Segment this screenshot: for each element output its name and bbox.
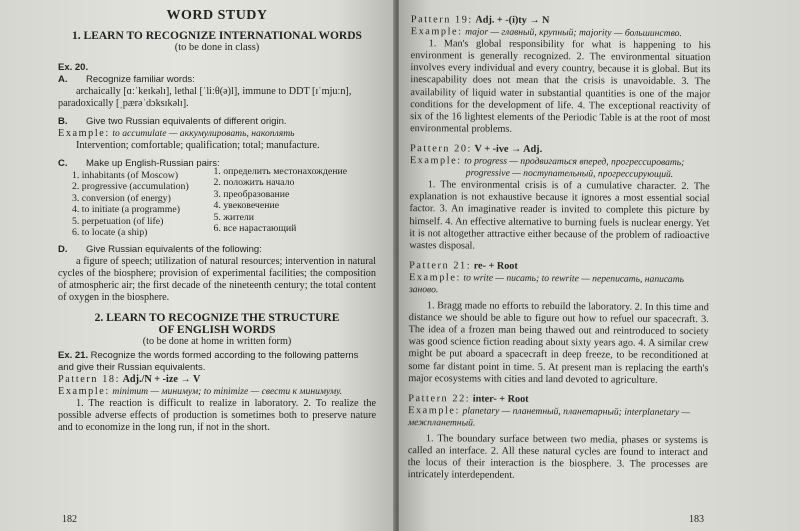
task-b xyxy=(58,116,376,128)
english-item: 2. progressive (accumulation) xyxy=(72,181,189,193)
pattern-21-example-label: Example: xyxy=(409,271,461,284)
pattern-21-paragraph: 1. Bragg made no efforts to rebuild the laboratory. 2. In this time and distance we should be able to figure out how to refuel our spacecraft. 3. The idea of a frozen man being thawed out and reintroduced to society was good science fiction reading about sixty years ago. 4. A similar crew might be put aboard a spacecraft in deep freeze, to be reconditioned at some far distant point in time. 5. At present man is replacing the earth's major ecosystems with cities and land devoted to agriculture. xyxy=(408,300,709,386)
pattern-19-example-label: Example: xyxy=(410,26,463,38)
task-a-label: A. xyxy=(58,74,68,85)
english-item: 6. to locate (a ship) xyxy=(72,227,148,239)
task-b-example-label: Example: xyxy=(58,128,110,139)
pattern-20-example xyxy=(410,155,710,169)
section-2-title-line-1: 2. LEARN TO RECOGNIZE THE STRUCTURE xyxy=(94,312,340,325)
pattern-18-label: Pattern 18: xyxy=(58,374,121,386)
pattern-22-rule: inter- + Root xyxy=(472,393,529,405)
pattern-19-example-text: major — главный, крупный; majority — большинство. xyxy=(465,26,682,40)
pattern-22-example xyxy=(408,405,708,431)
task-a-line-1: archaically [ɑːˈkeɪkəlɪ], lethal [ˈliːθ(ə)l], immune to DDT [ɪˈmjuːn], xyxy=(76,86,352,97)
pattern-21-example xyxy=(409,272,709,298)
pattern-22-example-label: Example: xyxy=(408,404,461,417)
task-d xyxy=(58,244,376,256)
english-column xyxy=(58,170,213,238)
english-item: 4. to initiate (a programme) xyxy=(72,204,181,216)
russian-column xyxy=(213,166,376,238)
section-2-title-line-2: OF ENGLISH WORDS xyxy=(158,324,276,337)
exercise-21 xyxy=(58,350,376,374)
russian-item: 4. увековечение xyxy=(213,200,280,212)
task-b-label: B. xyxy=(58,116,68,127)
english-item: 5. perpetuation (of life) xyxy=(72,215,164,227)
pattern-18-example-text: minimum — минимум; to minimize — свести к минимуму. xyxy=(112,386,343,398)
exercise-21-text: Recognize the words formed according to the following patterns and give their Russian equivalents. xyxy=(58,350,359,374)
pattern-18-example-label: Example: xyxy=(58,386,110,398)
russian-item: 1. определить местонахождение xyxy=(213,166,348,177)
pattern-20-rule: V + -ive → Adj. xyxy=(474,143,543,155)
section-1-title: 1. LEARN TO RECOGNIZE INTERNATIONAL WORDS xyxy=(72,30,362,42)
russian-item: 2. положить начало xyxy=(213,177,295,189)
task-a xyxy=(58,74,376,86)
task-b-example xyxy=(58,128,376,140)
russian-item: 5. жители xyxy=(213,211,255,223)
task-c-text: Make up English-Russian pairs: xyxy=(86,158,220,169)
page-number-left: 182 xyxy=(62,514,77,525)
pattern-19-rule: Adj. + -(i)ty → N xyxy=(475,14,550,27)
pattern-19-paragraph: 1. Man's global responsibility for what is happening to his environment is generally recognized. 2. The environmental situation involves every individual and every country, because it is global. But its inescapability does not mean that the crisis is unavoidable. 3. The availability of liquid water in substantial quantities is one of the major conditions for the development of life. 4. The exceptional reactivity of six of the 16 lightest elements of the Periodic Table is at the root of most environmental problems. xyxy=(410,38,711,135)
task-a-text: Recognize familiar words: xyxy=(86,74,195,85)
pairs-table xyxy=(58,166,376,239)
task-b-example-text: to accumulate — аккумулировать, накоплять xyxy=(112,128,295,139)
pattern-18-rule: Adj./N + -ize → V xyxy=(122,374,201,386)
page-number-right: 183 xyxy=(689,514,704,525)
pattern-18 xyxy=(58,374,376,386)
pattern-22-label: Pattern 22: xyxy=(408,392,471,405)
pattern-18-paragraph: 1. The reaction is difficult to realize in laboratory. 2. To realize the possible adverse effects of production is sometimes both to preserve nature and to economize in the long run, if not in the short. xyxy=(58,398,376,434)
right-page xyxy=(399,0,800,531)
task-c-label: C. xyxy=(58,158,68,169)
english-item: 1. inhabitants (of Moscow) xyxy=(72,170,179,181)
pattern-21-label: Pattern 21: xyxy=(409,259,472,272)
english-item: 3. conversion (of energy) xyxy=(72,192,171,204)
pattern-22-paragraph: 1. The boundary surface between two media, phases or systems is called an interface. 2. All these natural cycles are found to interact and the locus of their interaction is the biosphere. 3. The processes are intricately interdependent. xyxy=(407,433,708,482)
pattern-22-example-text: planetary — планетный, планетарный; interplanetary — межпланетный. xyxy=(408,405,691,429)
task-a-line-2: paradoxically [ˌpærəˈdɔksɪkəlɪ]. xyxy=(58,98,189,109)
pattern-20-example-text-1: to progress — продвигаться вперед, прогрессировать; xyxy=(464,155,685,169)
page-title: WORD STUDY xyxy=(166,8,268,23)
exercise-21-label: Ex. 21. xyxy=(58,350,89,362)
pattern-20-example-label: Example: xyxy=(409,155,462,167)
russian-item: 3. преобразование xyxy=(213,188,290,200)
pattern-21-rule: re- + Root xyxy=(473,260,518,272)
task-b-text: Give two Russian equivalents of different origin. xyxy=(86,116,287,127)
pattern-20-paragraph: 1. The environmental crisis is of a cumulative character. 2. The explanation is not exhaustive because it ignores a most essential social factor. 3. An imaginative reader is invited to complete this picture by himself. 4. An effective alternative to burning fuels is nuclear energy. Yet it is not altogether attractive either because of the problem of radioactive wastes disposal. xyxy=(409,179,710,252)
pattern-20-label: Pattern 20: xyxy=(409,143,473,155)
pattern-21-example-text: to write — писать; to rewrite — переписать, написать заново. xyxy=(408,272,685,296)
task-d-text: Give Russian equivalents of the following: xyxy=(86,244,262,256)
task-d-paragraph: a figure of speech; utilization of natural resources; intervention in natural cycles of the biosphere; provision of experimental facilities; the composition of atmospheric air; the first decade of the nineteenth century; the total content of oxygen in the biosphere. xyxy=(58,256,376,304)
exercise-20-label: Ex. 20. xyxy=(58,62,89,73)
task-b-words: Intervention; comfortable; qualification; total; manufacture. xyxy=(76,140,320,151)
russian-item: 6. все нарастающий xyxy=(213,223,297,235)
pattern-18-example xyxy=(58,386,376,398)
pattern-19-label: Pattern 19: xyxy=(410,14,473,26)
section-1-subtitle: (to be done in class) xyxy=(174,42,260,53)
section-2-subtitle: (to be done at home in written form) xyxy=(142,336,292,348)
left-page xyxy=(0,0,395,531)
task-d-label: D. xyxy=(58,244,68,256)
pattern-20-example-text-2: progressive — поступательный, прогрессирующий. xyxy=(465,167,674,181)
